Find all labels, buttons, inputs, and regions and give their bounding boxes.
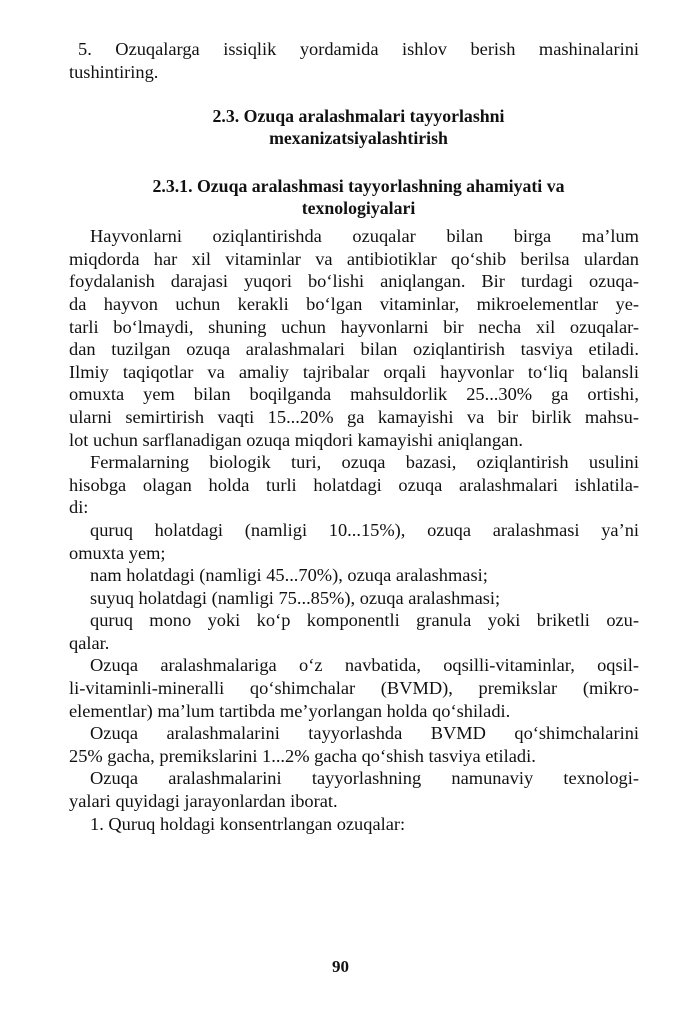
question-5-line-2: tushintiring. [69, 61, 159, 82]
subsection-heading-line-1: 2.3.1. Ozuqa aralashmasi tayyorlashning ahamiyati va [152, 176, 565, 197]
paragraph-2 [69, 451, 639, 519]
paragraph-1-line: Ilmiy taqiqotlar va amaliy tajribalar orqali hayvonlar to‘liq balansli [69, 361, 639, 382]
paragraph-4 [69, 722, 639, 767]
paragraph-6-line: 1. Quruq holdagi konsentrlangan ozuqalar: [90, 813, 406, 834]
paragraph-1-line: lot uchun sarflanadigan ozuqa miqdori kamayishi aniqlangan. [69, 429, 524, 450]
section-heading [78, 105, 639, 149]
paragraph-2-line: hisobga olagan holda turli holatdagi ozuqa aralashmalari ishlatila- [69, 474, 639, 495]
subsection-heading-line-2: texnologiyalari [301, 198, 416, 219]
list-item-line: nam holatdagi (namligi 45...70%), ozuqa aralashmasi; [90, 565, 488, 586]
document-page [69, 38, 639, 1018]
list-item-line: quruq mono yoki ko‘p komponentli granula yoki briketli ozu- [90, 610, 639, 631]
paragraph-5 [69, 767, 639, 812]
paragraph-1-line: tarli bo‘lmaydi, shuning uchun hayvonlarni bir necha xil ozuqalar- [69, 316, 639, 337]
paragraph-5-line: yalari quyidagi jarayonlardan iborat. [69, 791, 338, 812]
paragraph-3-line: Ozuqa aralashmalariga o‘z navbatida, oqsilli-vitaminlar, oqsil- [90, 655, 639, 676]
paragraph-1-line: Hayvonlarni oziqlantirishda ozuqalar bilan birga ma’lum [90, 226, 639, 247]
list-item [69, 587, 639, 610]
list-item [69, 564, 639, 587]
question-5 [69, 38, 639, 83]
section-heading-line-2: mexanizatsiyalashtirish [269, 128, 448, 149]
list-item-line: qalar. [69, 632, 110, 653]
list-item-line: quruq holatdagi (namligi 10...15%), ozuqa aralashmasi ya’ni [90, 519, 639, 540]
paragraph-4-line: Ozuqa aralashmalarini tayyorlashda BVMD qo‘shimchalarini [90, 723, 639, 744]
paragraph-3-line: li-vitaminli-mineralli qo‘shimchalar (BVMD), premikslar (mikro- [69, 678, 639, 699]
paragraph-4-line: 25% gacha, premikslarini 1...2% gacha qo‘shish tasviya etiladi. [69, 745, 536, 766]
paragraph-1-line: da hayvon uchun kerakli bo‘lgan vitaminlar, mikroelementlar ye- [69, 293, 639, 314]
body-text [69, 225, 639, 835]
paragraph-1 [69, 225, 639, 451]
section-heading-line-1: 2.3. Ozuqa aralashmalari tayyorlashni [212, 106, 505, 127]
list-item-line: omuxta yem; [69, 542, 166, 563]
list-item [69, 519, 639, 564]
paragraph-2-line: Fermalarning biologik turi, ozuqa bazasi, oziqlantirish usulini [90, 452, 639, 473]
paragraph-5-line: Ozuqa aralashmalarini tayyorlashning namunaviy texnologi- [90, 768, 639, 789]
paragraph-1-line: omuxta yem bilan boqilganda mahsuldorlik 25...30% ga ortishi, [69, 384, 639, 405]
page-number: 90 [332, 957, 349, 976]
paragraph-1-line: dan tuzilgan ozuqa aralashmalari bilan oziqlantirish tasviya etiladi. [69, 339, 639, 360]
subsection-heading [78, 175, 639, 219]
paragraph-2-line: di: [69, 497, 89, 518]
paragraph-3 [69, 654, 639, 722]
paragraph-6 [69, 813, 639, 836]
paragraph-1-line: foydalanish darajasi yuqori bo‘lishi aniqlangan. Bir turdagi ozuqa- [69, 271, 639, 292]
list-item-line: suyuq holatdagi (namligi 75...85%), ozuqa aralashmasi; [90, 587, 501, 608]
question-5-line-1: 5. Ozuqalarga issiqlik yordamida ishlov berish mashinalarini [78, 39, 639, 59]
paragraph-1-line: miqdorda har xil vitaminlar va antibiotiklar qo‘shib berilsa ulardan [69, 248, 639, 269]
paragraph-3-line: elementlar) ma’lum tartibda me’yorlangan holda qo‘shiladi. [69, 700, 511, 721]
paragraph-1-line: ularni semirtirish vaqti 15...20% ga kamayishi va bir birlik mahsu- [69, 406, 639, 427]
list-item [69, 609, 639, 654]
